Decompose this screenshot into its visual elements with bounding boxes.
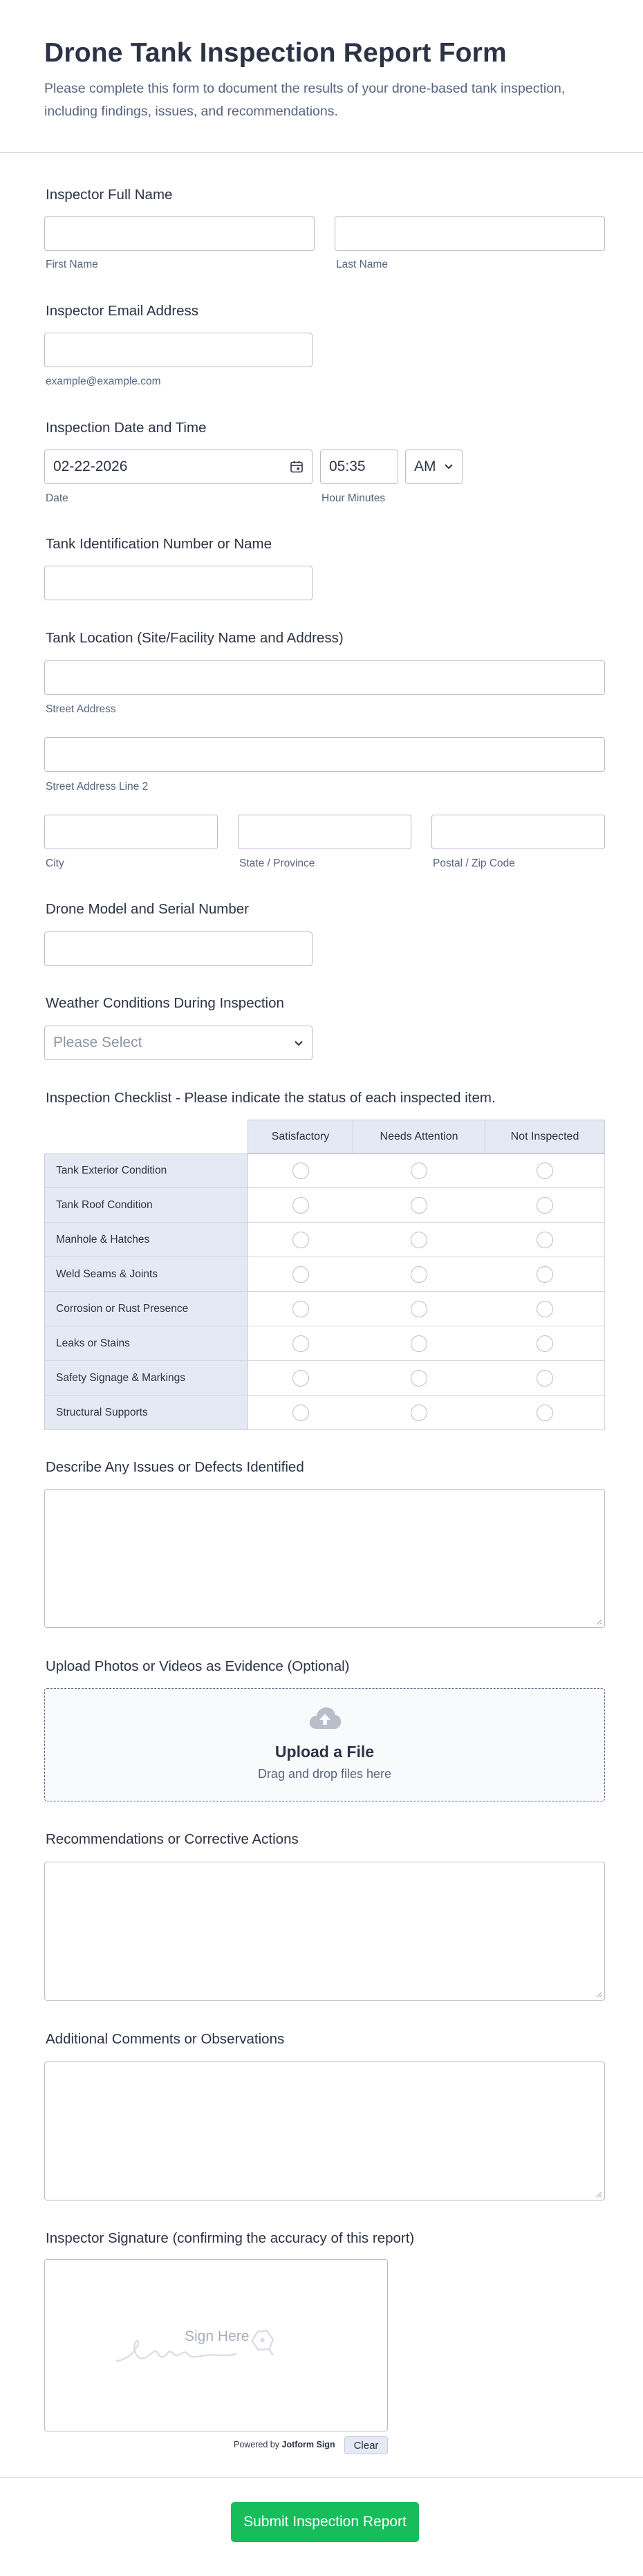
signature-pad[interactable] <box>44 2259 388 2431</box>
checklist-row-label: Tank Roof Condition <box>44 1188 248 1223</box>
time-sublabel: Hour Minutes <box>322 492 386 504</box>
checklist-cell[interactable] <box>485 1396 605 1430</box>
status-radio[interactable] <box>537 1301 553 1317</box>
checklist-cell[interactable] <box>248 1396 353 1430</box>
checklist-cell[interactable] <box>353 1326 485 1361</box>
clear-signature-button[interactable]: Clear <box>344 2436 388 2454</box>
status-radio[interactable] <box>411 1335 427 1352</box>
comments-label: Additional Comments or Observations <box>46 2031 285 2047</box>
checklist-row-label: Structural Supports <box>44 1396 248 1430</box>
checklist-cell[interactable] <box>485 1257 605 1292</box>
recommendations-textarea[interactable] <box>44 1862 605 2001</box>
issues-textarea[interactable] <box>44 1489 605 1628</box>
chevron-down-icon <box>444 463 454 470</box>
signature-placeholder: Sign Here <box>185 2328 250 2344</box>
status-radio[interactable] <box>292 1232 309 1248</box>
city-sublabel: City <box>46 858 64 869</box>
checklist-cell[interactable] <box>485 1223 605 1257</box>
chevron-down-icon <box>294 1040 304 1047</box>
resize-grip-icon[interactable] <box>595 2191 602 2198</box>
email-sublabel: example@example.com <box>46 376 161 387</box>
ampm-value: AM <box>414 458 436 474</box>
state-sublabel: State / Province <box>239 858 315 869</box>
comments-textarea[interactable] <box>44 2061 605 2200</box>
checklist-row-label: Tank Exterior Condition <box>44 1153 248 1188</box>
status-radio[interactable] <box>411 1266 427 1283</box>
inspector-email-label: Inspector Email Address <box>46 303 199 319</box>
date-input[interactable] <box>44 450 313 484</box>
status-radio[interactable] <box>411 1162 427 1179</box>
checklist-cell[interactable] <box>248 1361 353 1396</box>
checklist-cell[interactable] <box>485 1292 605 1326</box>
checklist-cell[interactable] <box>353 1396 485 1430</box>
upload-label: Upload Photos or Videos as Evidence (Optional) <box>46 1658 350 1674</box>
status-radio[interactable] <box>292 1162 309 1179</box>
checklist-cell[interactable] <box>248 1257 353 1292</box>
weather-label: Weather Conditions During Inspection <box>46 995 284 1011</box>
checklist-row-label: Leaks or Stains <box>44 1326 248 1361</box>
status-radio[interactable] <box>411 1370 427 1387</box>
ampm-select[interactable] <box>405 450 463 484</box>
inspection-datetime-label: Inspection Date and Time <box>46 420 207 436</box>
upload-subtitle: Drag and drop files here <box>257 1767 392 1781</box>
checklist-cell[interactable] <box>248 1188 353 1223</box>
powered-by-text <box>234 2440 335 2449</box>
checklist-row-label: Safety Signage & Markings <box>44 1361 248 1396</box>
checklist-column-header: Needs Attention <box>353 1120 485 1153</box>
powered-by-brand: Jotform Sign <box>281 2440 335 2449</box>
last-name-sublabel: Last Name <box>336 259 388 270</box>
checklist-cell[interactable] <box>248 1153 353 1188</box>
checklist-cell[interactable] <box>353 1153 485 1188</box>
status-radio[interactable] <box>411 1232 427 1248</box>
zip-input[interactable] <box>431 815 605 849</box>
checklist-cell[interactable] <box>248 1292 353 1326</box>
status-radio[interactable] <box>411 1301 427 1317</box>
checklist-row-label: Corrosion or Rust Presence <box>44 1292 248 1326</box>
first-name-input[interactable] <box>44 216 315 251</box>
footer-divider <box>0 2477 643 2478</box>
checklist-cell[interactable] <box>248 1326 353 1361</box>
time-value: 05:35 <box>329 458 366 474</box>
status-radio[interactable] <box>537 1405 553 1421</box>
checklist-cell[interactable] <box>353 1188 485 1223</box>
last-name-input[interactable] <box>335 216 605 251</box>
checklist-table <box>44 1120 605 1428</box>
checklist-row-label: Manhole & Hatches <box>44 1223 248 1257</box>
status-radio[interactable] <box>537 1197 553 1214</box>
inspector-name-label: Inspector Full Name <box>46 187 173 203</box>
date-sublabel: Date <box>46 492 68 504</box>
checklist-cell[interactable] <box>485 1326 605 1361</box>
email-input[interactable] <box>44 333 313 367</box>
first-name-sublabel: First Name <box>46 259 98 270</box>
cloud-upload-icon <box>308 1707 342 1730</box>
submit-button[interactable]: Submit Inspection Report <box>231 2502 419 2542</box>
zip-sublabel: Postal / Zip Code <box>433 858 515 869</box>
checklist-cell[interactable] <box>353 1361 485 1396</box>
form-description: Please complete this form to document the results of your drone-based tank inspection, including findings, issues, and recommendations. <box>44 81 566 119</box>
street-address-line2-sublabel: Street Address Line 2 <box>46 781 149 793</box>
state-input[interactable] <box>238 815 411 849</box>
drone-model-label: Drone Model and Serial Number <box>46 901 249 917</box>
city-input[interactable] <box>44 815 218 849</box>
street-address-sublabel: Street Address <box>46 703 116 715</box>
weather-placeholder: Please Select <box>53 1035 142 1050</box>
form-title: Drone Tank Inspection Report Form <box>44 38 507 68</box>
status-radio[interactable] <box>411 1405 427 1421</box>
status-radio[interactable] <box>411 1197 427 1214</box>
issues-label: Describe Any Issues or Defects Identified <box>46 1459 304 1475</box>
checklist-cell[interactable] <box>485 1361 605 1396</box>
form-header <box>0 0 643 153</box>
status-radio[interactable] <box>292 1197 309 1214</box>
street-address-line2-input[interactable] <box>44 737 605 772</box>
checklist-cell[interactable] <box>485 1153 605 1188</box>
status-radio[interactable] <box>292 1335 309 1352</box>
checklist-cell[interactable] <box>353 1223 485 1257</box>
checklist-row-label: Weld Seams & Joints <box>44 1257 248 1292</box>
checklist-label: Inspection Checklist - Please indicate the status of each inspected item. <box>46 1090 496 1106</box>
status-radio[interactable] <box>292 1370 309 1387</box>
checklist-column-header: Satisfactory <box>248 1120 353 1153</box>
status-radio[interactable] <box>537 1335 553 1352</box>
checklist-cell[interactable] <box>353 1257 485 1292</box>
status-radio[interactable] <box>537 1266 553 1283</box>
checklist-cell[interactable] <box>485 1188 605 1223</box>
status-radio[interactable] <box>537 1232 553 1248</box>
status-radio[interactable] <box>537 1370 553 1387</box>
status-radio[interactable] <box>292 1301 309 1317</box>
checklist-column-header: Not Inspected <box>485 1120 605 1153</box>
status-radio[interactable] <box>292 1405 309 1421</box>
tank-location-label: Tank Location (Site/Facility Name and Address) <box>46 630 344 646</box>
powered-by-prefix: Powered by <box>234 2440 280 2449</box>
resize-grip-icon[interactable] <box>595 1618 602 1625</box>
file-upload-dropzone[interactable] <box>44 1688 605 1801</box>
signature-label: Inspector Signature (confirming the accuracy of this report) <box>46 2230 415 2246</box>
recommendations-label: Recommendations or Corrective Actions <box>46 1831 299 1847</box>
status-radio[interactable] <box>537 1162 553 1179</box>
resize-grip-icon[interactable] <box>595 1991 602 1998</box>
checklist-cell[interactable] <box>248 1223 353 1257</box>
calendar-icon[interactable] <box>290 460 304 474</box>
upload-title: Upload a File <box>274 1743 375 1761</box>
drone-model-input[interactable] <box>44 932 313 966</box>
checklist-cell[interactable] <box>353 1292 485 1326</box>
tank-id-input[interactable] <box>44 566 313 600</box>
weather-select[interactable] <box>44 1026 313 1060</box>
tank-id-label: Tank Identification Number or Name <box>46 536 272 552</box>
street-address-input[interactable] <box>44 660 605 695</box>
time-input[interactable] <box>320 450 398 484</box>
status-radio[interactable] <box>292 1266 309 1283</box>
date-value: 02-22-2026 <box>53 458 128 474</box>
